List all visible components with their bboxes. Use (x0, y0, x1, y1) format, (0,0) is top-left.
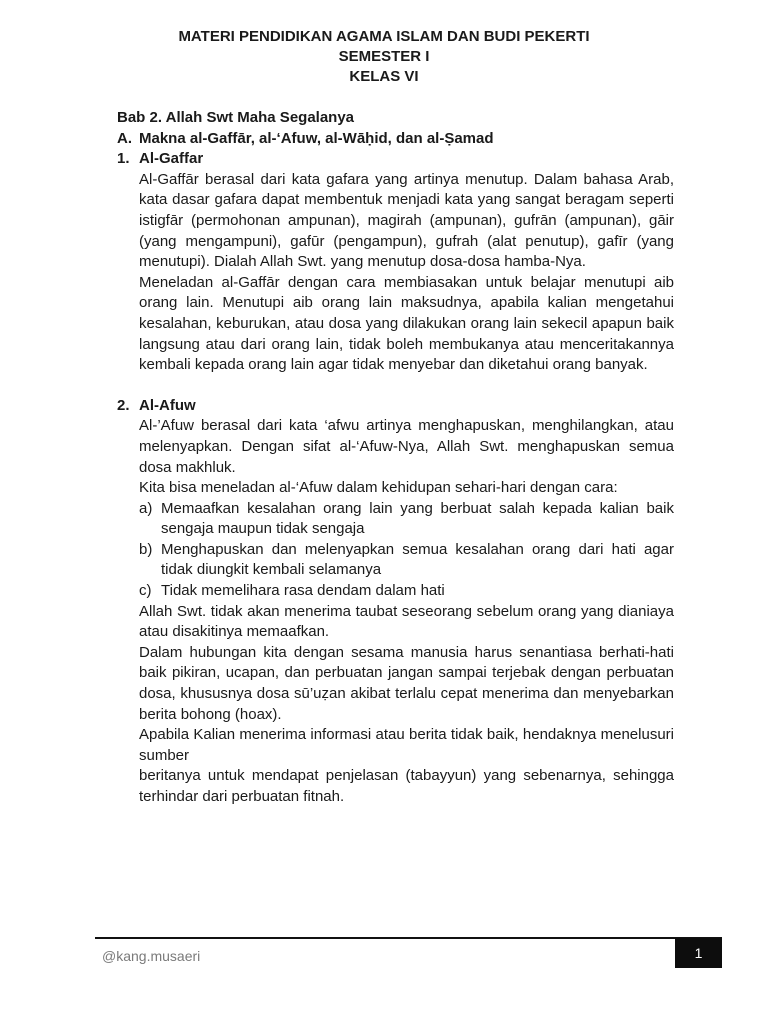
list-item (139, 540, 674, 581)
paragraph: Apabila Kalian menerima informasi atau berita tidak baik, hendaknya menelusuri sumber (139, 726, 674, 764)
section-title: Makna al-Gaffār, al-‘Afuw, al-Wāḥid, dan al-Ṣamad (139, 129, 494, 147)
list-marker: b) (139, 540, 153, 558)
header-semester: SEMESTER I (338, 48, 430, 65)
document-header (0, 27, 768, 87)
header-title: MATERI PENDIDIKAN AGAMA ISLAM DAN BUDI PEKERTI (178, 28, 590, 45)
list-text: Memaafkan kesalahan orang lain yang berbuat salah kepada kalian baik sengaja maupun tidak sengaja (161, 499, 674, 538)
paragraph: Allah Swt. tidak akan menerima taubat seseorang sebelum orang yang dianiaya atau disakitinya memaafkan. (139, 602, 674, 641)
footer-handle: @kang.musaeri (102, 948, 201, 964)
list-text: Menghapuskan dan melenyapkan semua kesalahan orang dari hati agar tidak diungkit kembali selamanya (161, 540, 674, 579)
item-heading (117, 149, 674, 170)
document-body (117, 108, 674, 808)
page-number (675, 938, 722, 968)
list-text: Tidak memelihara rasa dendam dalam hati (161, 582, 445, 600)
page-number-label: 1 (694, 945, 703, 961)
list-marker: c) (139, 582, 152, 600)
paragraph: beritanya untuk mendapat penjelasan (tabayyun) yang sebenarnya, sehingga terhindar dari perbuatan fitnah. (139, 767, 674, 805)
spacer (117, 376, 674, 396)
chapter-title: Bab 2. Allah Swt Maha Segalanya (117, 109, 355, 126)
section-heading (117, 129, 674, 150)
item-number: 1. (117, 150, 130, 168)
list-marker: a) (139, 499, 153, 517)
paragraph: Kita bisa meneladan al-‘Afuw dalam kehidupan sehari-hari dengan cara: (139, 479, 618, 497)
item-heading (117, 396, 674, 417)
item-number: 2. (117, 396, 130, 414)
paragraph: Al-Gaffār berasal dari kata gafara yang artinya menutup. Dalam bahasa Arab, kata dasar gafara dapat membentuk menjadi kata yang sangat beragam seperti istigfār (permohonan ampunan), magirah (ampunan), gufrān (ampunan), gāir (yang mengampuni), gafūr (pengampun), gufrah (alat penutup), gafīr (yang menutupi). Dialah Allah Swt. yang menutup dosa-dosa hamba-Nya. (139, 170, 674, 271)
item-title: Al-Afuw (139, 396, 196, 414)
header-class: KELAS VI (349, 68, 419, 85)
paragraph: Dalam hubungan kita dengan sesama manusia harus senantiasa berhati-hati baik pikiran, ucapan, dan perbuatan jangan sampai terjebak dengan perbuatan dosa, khususnya dosa sū’uẓan akibat terlalu cepat menerima dan menyebarkan berita bohong (hoax). (139, 643, 674, 723)
item-title: Al-Gaffar (139, 150, 204, 168)
list-item (139, 499, 674, 540)
footer-divider (95, 937, 722, 939)
paragraph: Al-’Afuw berasal dari kata ‘afwu artinya menghapuskan, menghilangkan, atau melenyapkan. Dengan sifat al-‘Afuw-Nya, Allah Swt. menghapuskan semua dosa makhluk. (139, 417, 674, 476)
paragraph: Meneladan al-Gaffār dengan cara membiasakan untuk belajar menutupi aib orang lain. Menutupi aib orang lain maksudnya, apabila kalian mengetahui kesalahan, keburukan, atau dosa yang dilakukan orang lain sekecil apapun baik langsung atau dari orang lain, tidak boleh membukanya atau menceritakannya kembali kepada orang lain agar tidak menyebar dan diketahui orang banyak. (139, 273, 674, 374)
section-marker: A. (117, 129, 132, 147)
list-item (139, 581, 674, 602)
